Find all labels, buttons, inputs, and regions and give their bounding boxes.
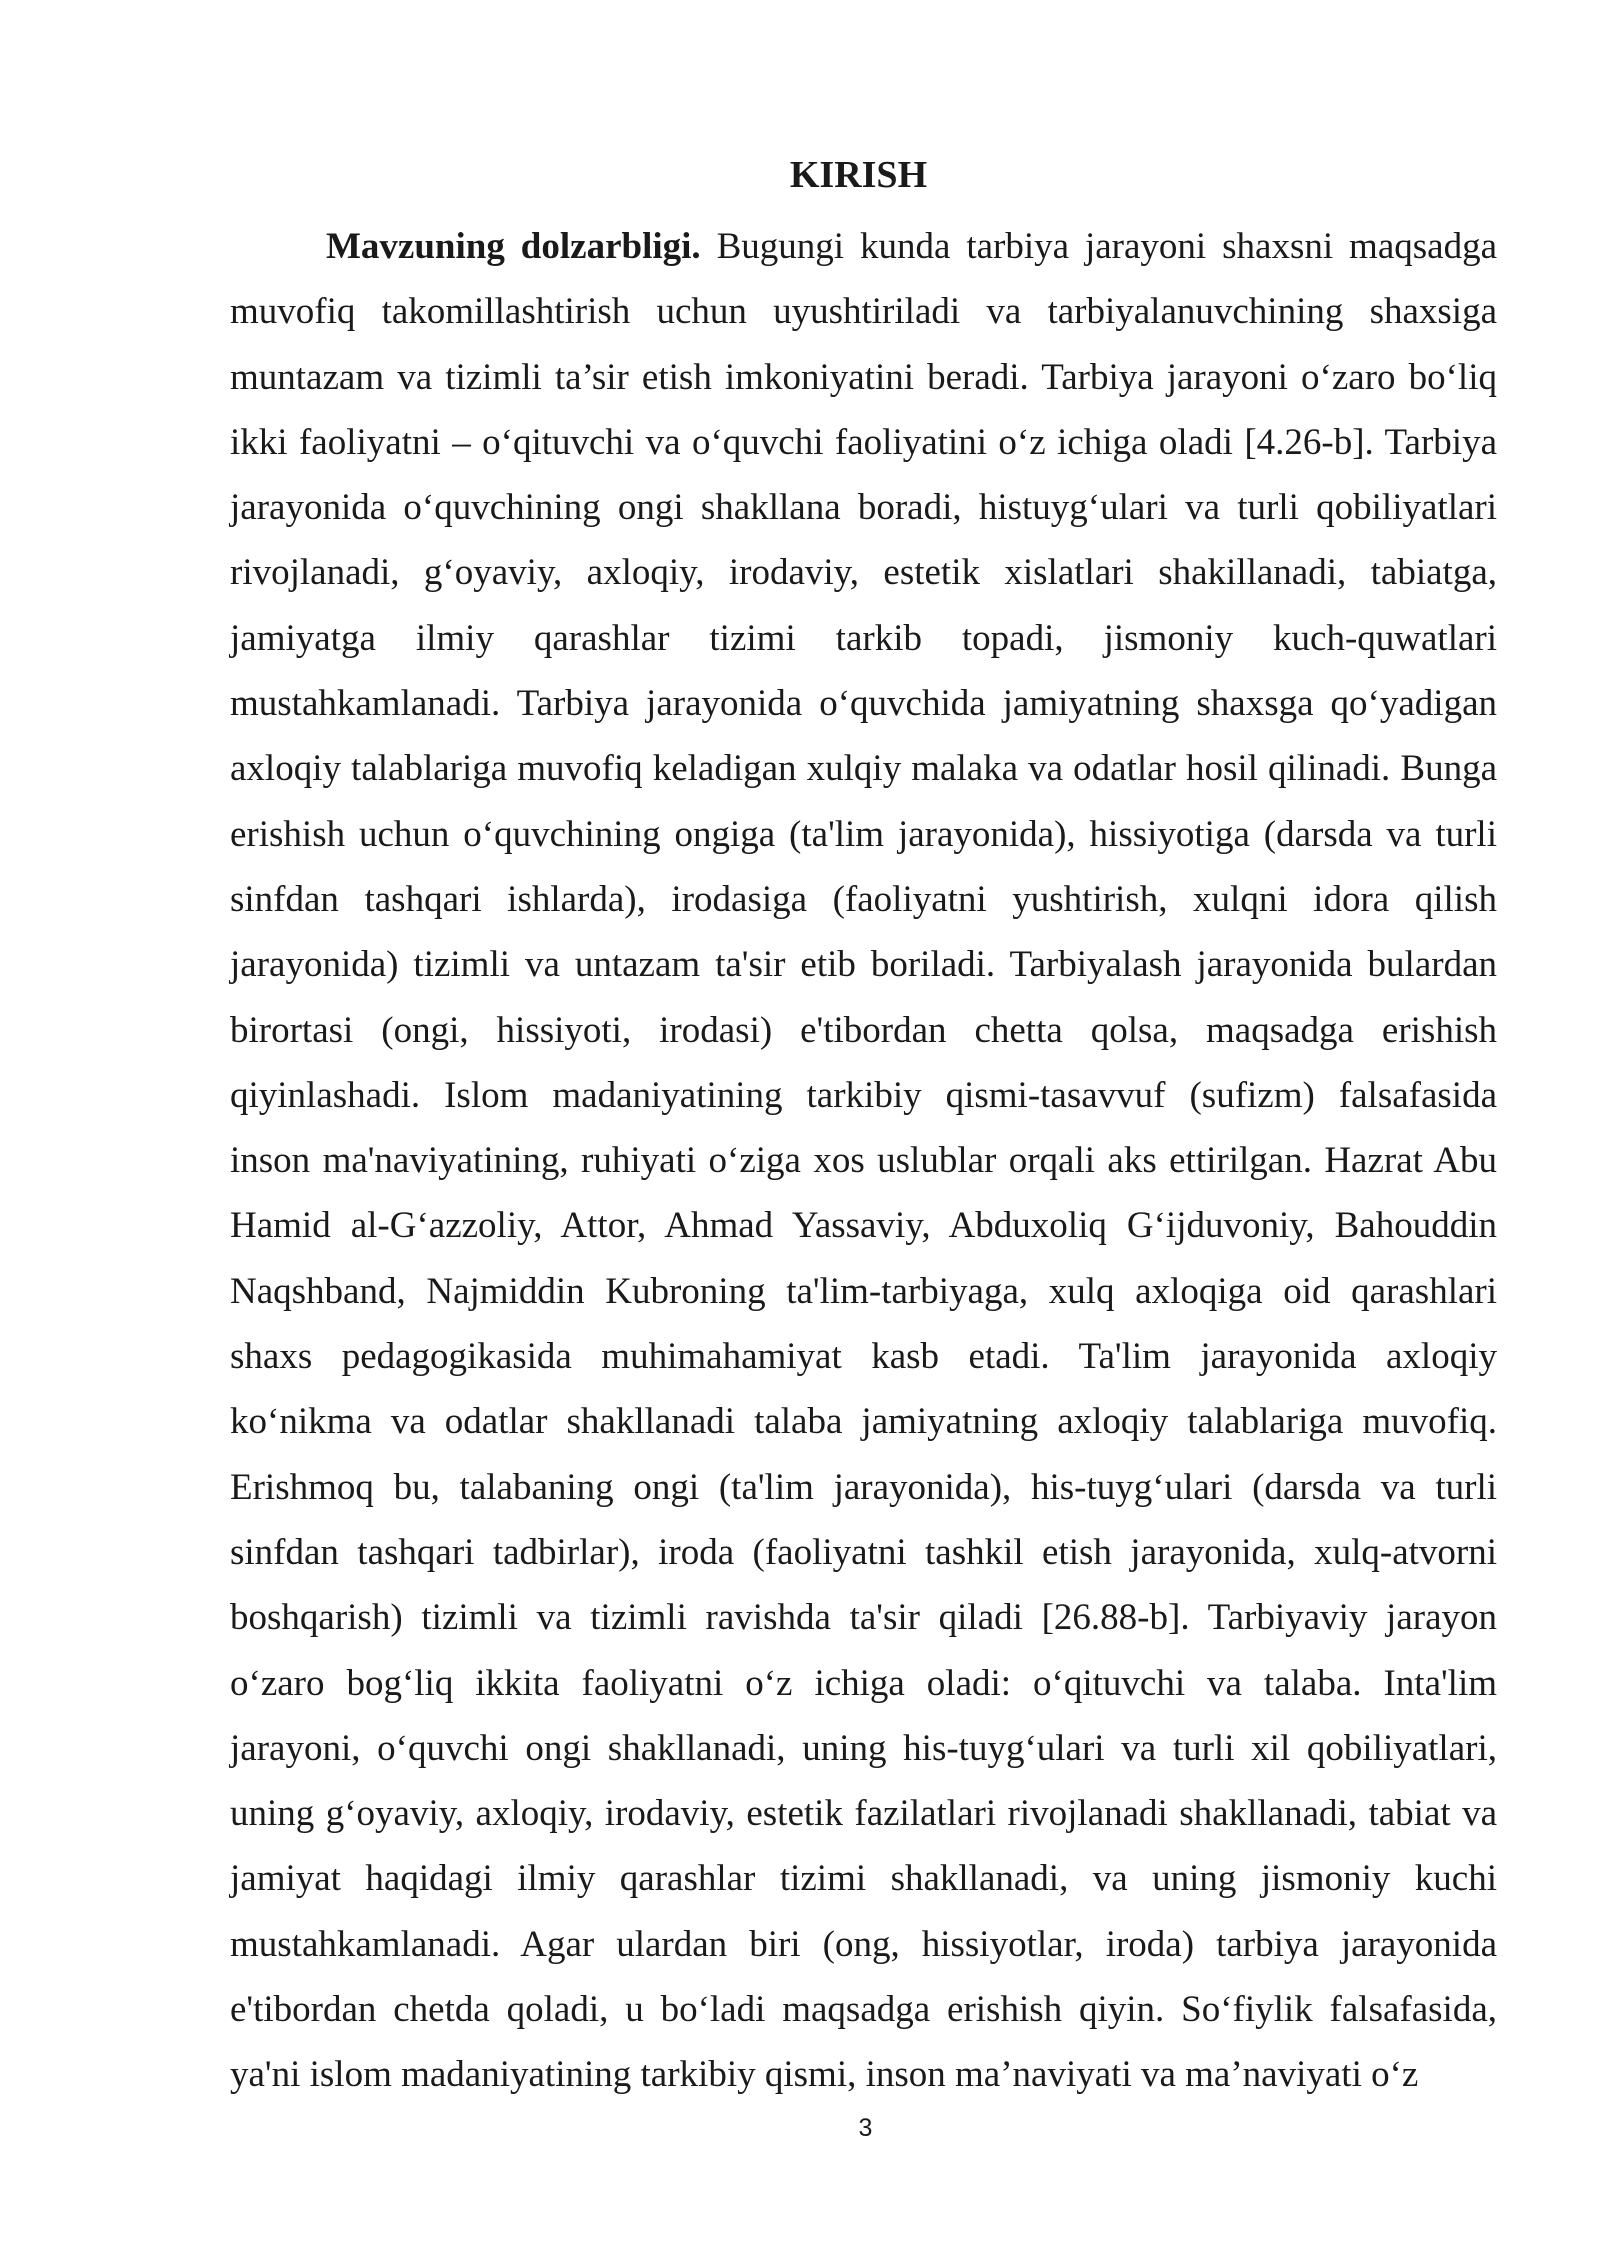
paragraph-text: Bugungi kunda tarbiya jarayoni shaxsni maqsadga muvofiq takomillashtirish uchun uyushtiriladi va tarbiyalanuvchining shaxsiga muntazam va tizimli ta’sir etish imkoniyatini beradi. Tarbiya jarayoni o‘zaro bo‘liq ikki faoliyatni – o‘qituvchi va o‘quvchi faoliyatini o‘z ichiga oladi [4.26-b]. Tarbiya jarayonida o‘quvchining ongi shakllana boradi, histuyg‘ulari va turli qobiliyatlari rivojlanadi, g‘oyaviy, axloqiy, irodaviy, estetik xislatlari shakillanadi, tabiatga, jamiyatga ilmiy qarashlar tizimi tarkib topadi, jismoniy kuch-quwatlari mustahkamlanadi. Tarbiya jarayonida o‘quvchida jamiyatning shaxsga qo‘yadigan axloqiy talablariga muvofiq keladigan xulqiy malaka va odatlar hosil qilinadi. Bunga erishish uchun o‘quvchining ongiga (ta'lim jarayonida), hissiyotiga (darsda va turli sinfdan tashqari ishlarda), irodasiga (faoliyatni yushtirish, xulqni idora qilish jarayonida) tizimli va untazam ta'sir etib boriladi. Tarbiyalash jarayonida bulardan birortasi (ongi, hissiyoti, irodasi) e'tibordan chetta qolsa, maqsadga erishish qiyinlashadi. Islom madaniyatining tarkibiy qismi-tasavvuf (sufizm) falsafasida inson ma'naviyatining, ruhiyati o‘ziga xos uslublar orqali aks ettirilgan. Hazrat Abu Hamid al-G‘azzoliy, Attor, Ahmad Yassaviy, Abduxoliq G‘ijduvoniy, Bahouddin Naqshband, Najmiddin Kubroning ta'lim-tarbiyaga, xulq axloqiga oid qarashlari shaxs pedagogikasida muhimahamiyat kasb etadi. Ta'lim jarayonida axloqiy ko‘nikma va odatlar shakllanadi talaba jamiyatning axloqiy talablariga muvofiq. Erishmoq bu, talabaning ongi (ta'lim jarayonida), his-tuyg‘ulari (darsda va turli sinfdan tashqari tadbirlar), iroda (faoliyatni tashkil etish jarayonida, xulq-atvorni boshqarish) tizimli va tizimli ravishda ta'sir qiladi [26.88-b]. Tarbiyaviy jarayon o‘zaro bog‘liq ikkita faoliyatni o‘z ichiga oladi: o‘qituvchi va talaba. Inta'lim jarayoni, o‘quvchi ongi shakllanadi, uning his-tuyg‘ulari va turli xil qobiliyatlari, uning g‘oyaviy, axloqiy, irodaviy, estetik fazilatlari rivojlanadi shakllanadi, tabiat va jamiyat haqidagi ilmiy qarashlar tizimi shakllanadi, va uning jismoniy kuchi mustahkamlanadi. Agar ulardan biri (ong, hissiyotlar, iroda) tarbiya jarayonida e'tibordan chetda qoladi, u bo‘ladi maqsadga erishish qiyin. So‘fiylik falsafasida, ya'ni islom madaniyatining tarkibiy qismi, inson ma’naviyati va ma’naviyati o‘z	[230, 226, 1498, 2096]
body-paragraph	[230, 214, 1497, 2108]
page-number: 3	[858, 2114, 873, 2142]
section-lead: Mavzuning dolzarbligi.	[326, 226, 701, 267]
page-title: KIRISH	[789, 154, 928, 196]
